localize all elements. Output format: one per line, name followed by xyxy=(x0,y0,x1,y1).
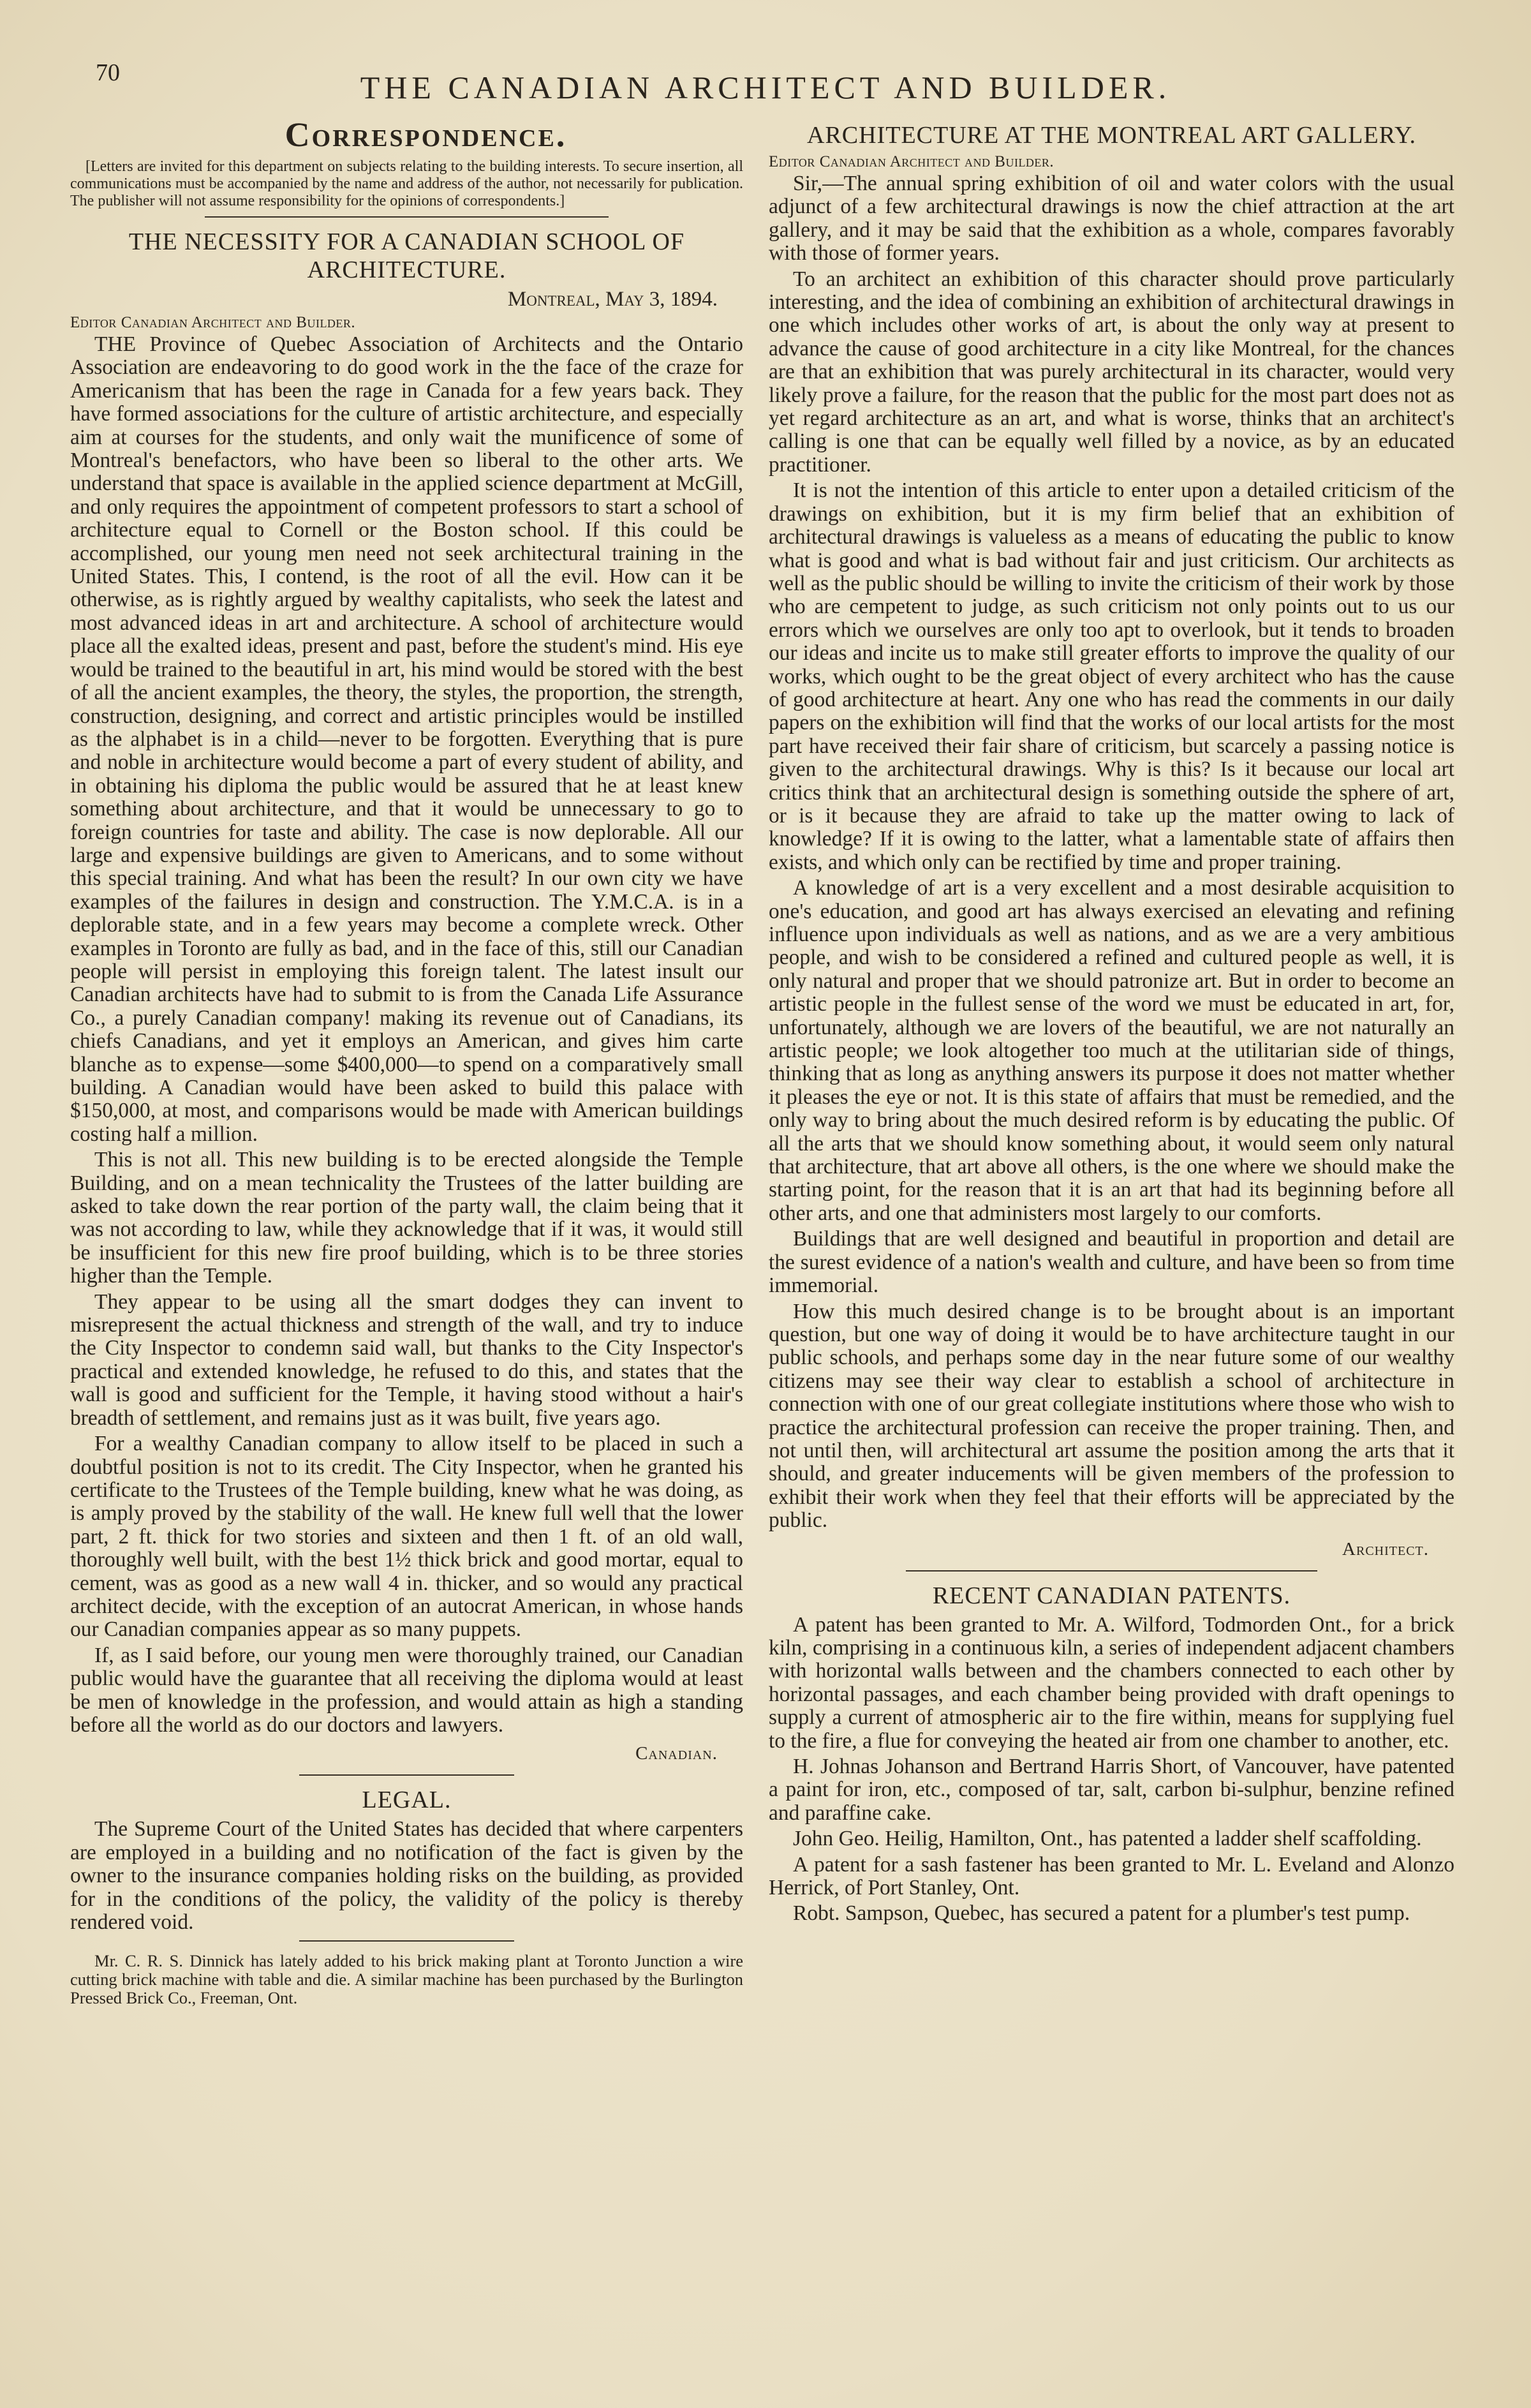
page-number: 70 xyxy=(96,59,120,86)
paragraph: Sir,—The annual spring exhibition of oil and water colors with the usual adjunct of a few architectural drawings is now the chief attraction at the art gallery, and it may be said that the exhibition as a whole, compares favorably with those of former years. xyxy=(769,172,1454,265)
paragraph: THE Province of Quebec Association of Architects and the Ontario Association are endeavoring to do good work in the the face of the craze for Americanism that has been the rage in Canada for a few years back. They have formed associations for the culture of artistic architecture, and especially aim at courses for the students, and only wait the munificence of some of Montreal's benefactors, who have been so liberal to the other arts. We understand that space is available in the applied science department at McGill, and only requires the appointment of competent professors to start a school of architecture equal to Cornell or the Boston school. If this could be accomplished, our young men need not seek architectural training in the United States. This, I contend, is the root of all the evil. How can it be otherwise, as is rightly argued by wealthy capitalists, who seek the latest and most advanced ideas in art and architecture. A school of architecture would place all the exalted ideas, present and past, before the student's mind. His eye would be trained to the beautiful in art, his mind would be stored with the best of all the ancient examples, the theory, the styles, the proportion, the strength, construction, designing, and correct and artistic principles would be instilled as the alphabet is in a child—never to be forgotten. Everything that is pure and noble in architecture would become a part of every student of ability, and in obtaining his diploma the public would be assured that he at least knew something about architecture, and that it would be unnecessary to go to foreign countries for taste and ability. The case is now deplorable. All our large and expensive buildings are given to Americans, and to some without this special training. And what has been the result? In our own city we have examples of the failures in design and construction. The Y.M.C.A. is in a deplorable state, and in a few years may become a complete wreck. Other examples in Toronto are fully as bad, and in the face of this, still our Canadian people will persist in employing this foreign talent. The latest insult our Canadian architects have had to submit to is from the Canada Life Assurance Co., a purely Canadian company! making its revenue out of Canadians, its chiefs Canadians, and yet it employs an American, and gives him carte blanche as to expense—some $400,000—to spend on a comparatively small building. A Canadian would have been asked to build this palace with $150,000, at most, and comparisons would be made with American buildings costing half a million. xyxy=(70,332,743,1146)
news-note: Mr. C. R. S. Dinnick has lately added to his brick making plant at Toronto Junction a wire cutting brick machine with table and die. A similar machine has been purchased by the Burlington Pressed Brick Co., Freeman, Ont. xyxy=(70,1951,743,2007)
paragraph: H. Johnas Johanson and Bertrand Harris Short, of Vancouver, have patented a paint for iron, etc., composed of tar, salt, carbon bi-sulphur, benzine refined and paraffine cake. xyxy=(769,1755,1454,1825)
section-title: LEGAL. xyxy=(362,1787,452,1814)
paragraph: How this much desired change is to be brought about is an important question, but one way of doing it would be to have architecture taught in our public schools, and perhaps some day in the near future some of our wealthy citizens may see their way clear to establish a school of architecture in connection with one of our great collegiate institutions where those who wish to practice the architectural profession can receive the proper training. Then, and not until then, will architectural art assume the position among the arts that it should, and greater inducements will be given members of the profession to exhibit their work when they feel that their efforts will be appreciated by the public. xyxy=(769,1299,1454,1533)
signature: Architect. xyxy=(1342,1538,1429,1559)
right-column xyxy=(769,115,1454,1928)
paragraph: A knowledge of art is a very excellent and a most desirable acquisition to one's education, and good art has always exercised an elevating and refining influence upon individuals as well as nations, and as we are a very ambitious people, and wish to be considered a refined and cultured people as well, it is only natural and proper that we should patronize art. But in order to become an artistic people in the fullest sense of the word we must be educated in art, for, unfortunately, although we are lovers of the beautiful, we are not naturally an artistic people; we look altogether too much at the utilitarian side of things, thinking that as long as anything answers its purpose it does not matter whether it pleases the eye or not. It is this state of affairs that must be remedied, and the only way to bring about the much desired reform is by educating the public. Of all the arts that we should know something about, it would seem only natural that architecture, that art above all others, is the one where we should make the starting point, for the reason that it is an art that had its beginning before all other arts, and one that administers most largely to our comforts. xyxy=(769,876,1454,1225)
running-title: THE CANADIAN ARCHITECT AND BUILDER. xyxy=(360,70,1171,105)
paragraph: If, as I said before, our young men were thoroughly trained, our Canadian public would have the guarantee that all receiving the diploma would at least be men of knowledge in the profession, and would attain as high a standing before all the world as do our doctors and lawyers. xyxy=(70,1643,743,1737)
divider xyxy=(299,1940,515,1942)
divider xyxy=(205,216,609,218)
paragraph: The Supreme Court of the United States has decided that where carpenters are employed in a building and no notification of the fact is given by the owner to the insurance companies holding risks on the building, as provided for in the conditions of the policy, the validity of the policy is thereby rendered void. xyxy=(70,1817,743,1934)
paragraph: A patent for a sash fastener has been granted to Mr. L. Eveland and Alonzo Herrick, of Port Stanley, Ont. xyxy=(769,1852,1454,1900)
divider xyxy=(299,1774,515,1776)
paragraph: Robt. Sampson, Quebec, has secured a patent for a plumber's test pump. xyxy=(793,1901,1410,1926)
department-note: [Letters are invited for this department on subjects relating to the building interests. To secure insertion, all communications must be accompanied by the name and address of the author, not necessarily for publication. The publisher will not assume responsibility for the opinions of correspondents.] xyxy=(70,158,743,209)
paragraph: They appear to be using all the smart dodges they can invent to misrepresent the actual thickness and strength of the wall, and try to induce the City Inspector to condemn said wall, but thanks to the City Inspector's practical and extended knowledge, he refused to do this, and states that the wall is good and sufficient for the Temple, it having stood without a hair's breadth of settlement, and remains just as it was built, five years ago. xyxy=(70,1289,743,1430)
paragraph: Buildings that are well designed and beautiful in proportion and detail are the surest evidence of a nation's wealth and culture, and have been so from time immemorial. xyxy=(769,1227,1454,1298)
paragraph: John Geo. Heilig, Hamilton, Ont., has patented a ladder shelf scaffolding. xyxy=(793,1827,1422,1851)
paragraph: This is not all. This new building is to be erected alongside the Temple Building, and on a mean technicality the Trustees of the latter building are asked to take down the rear portion of the party wall, the claim being that it was not according to law, while they acknowledge that if it was, it would still be insufficient for this new fire proof building, which is to be three stories higher than the Temple. xyxy=(70,1148,743,1288)
divider xyxy=(906,1570,1317,1572)
section-title: RECENT CANADIAN PATENTS. xyxy=(932,1582,1291,1609)
article-title: ARCHITECTURE AT THE MONTREAL ART GALLERY. xyxy=(807,122,1416,149)
paragraph: For a wealthy Canadian company to allow itself to be placed in such a doubtful position is not to its credit. The City Inspector, when he granted his certificate to the Trustees of the Temple building, knew what he was doing, as is amply proved by the stability of the wall. He knew full well that the lower part, 2 ft. thick for two stories and sixteen and then 1 ft. of an old wall, thoroughly well built, with the best 1½ thick brick and good mortar, equal to cement, was as good as a new wall 4 in. thicker, and so would any practical architect decide, with the exception of an autocrat American, in whose hands our Canadian companies appear as so many puppets. xyxy=(70,1432,743,1642)
paragraph: To an architect an exhibition of this character should prove particularly interesting, and the idea of combining an exhibition of architectural drawings in one which includes other works of art, is about the only way at present to advance the cause of good architecture in a city like Montreal, for the chances are that an exhibition that was purely architectural in its character, would very likely prove a failure, for the reason that the public for the most part does not as yet regard architecture as an art, and what is worse, thinks that an architect's calling is one that can be equally well filled by a novice, as by an educated practitioner. xyxy=(769,267,1454,477)
article-title: THE NECESSITY FOR A CANADIAN SCHOOL OF ARCHITECTURE. xyxy=(128,228,685,283)
signature: Canadian. xyxy=(635,1743,718,1764)
editor-salutation: Editor Canadian Architect and Builder. xyxy=(70,314,356,331)
left-column xyxy=(70,115,743,2009)
editor-salutation: Editor Canadian Architect and Builder. xyxy=(769,153,1054,170)
dateline: Montreal, May 3, 1894. xyxy=(507,288,718,311)
department-title: Correspondence. xyxy=(285,115,567,154)
paragraph: It is not the intention of this article to enter upon a detailed criticism of the drawings on exhibition, but it is my firm belief that an exhibition of architectural drawings is valueless as a means of educating the public to know what is good and what is bad without fair and just criticism. Our architects as well as the public should be willing to invite the criticism of their work by those who are cempetent to judge, as such criticism not only points out to us our errors which we ourselves are only too apt to overlook, but it tends to broaden our ideas and incite us to make still greater efforts to improve the quality of our works, which ought to be the great object of every architect who has the cause of good architecture at heart. Any one who has read the comments in our daily papers on the exhibition will find that the works of our local artists for the most part have received their fair share of criticism, but scarcely a passing notice is given to the architectural drawings. Why is this? Is it because our local art critics think that an architectural design is something outside the sphere of art, or is it because they are afraid to take up the matter owing to lack of knowledge? If it is owing to the latter, what a lamentable state of affairs then exists, and which only can be rectified by time and proper training. xyxy=(769,479,1454,874)
paragraph: A patent has been granted to Mr. A. Wilford, Todmorden Ont., for a brick kiln, comprising in a continuous kiln, a series of independent adjacent chambers with horizontal walls between and the chambers connected to each other by horizontal passages, and each chamber being provided with draft openings to supply a current of atmospheric air to the fire within, means for supplying fuel to the fire, a flue for conveying the heated air from one chamber to another, etc. xyxy=(769,1612,1454,1753)
